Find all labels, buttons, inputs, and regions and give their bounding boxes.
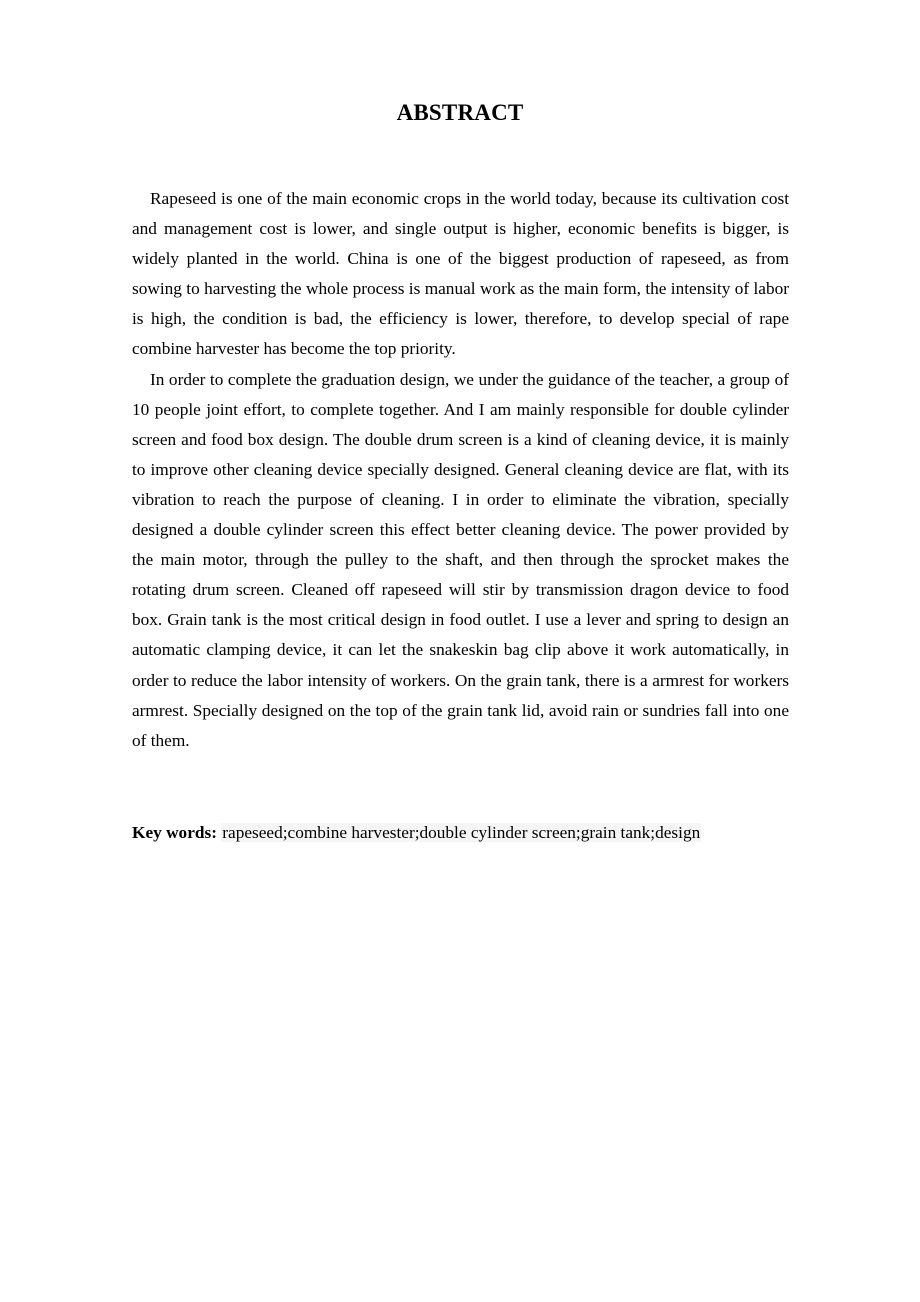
abstract-title: ABSTRACT	[396, 100, 524, 125]
abstract-paragraph-2: In order to complete the graduation design, we under the guidance of the teacher, a group of 10 people joint effort, to complete together. And I am mainly responsible for double cylinder screen and food box design. The double drum screen is a kind of cleaning device, it is mainly to improve other cleaning device specially designed. General cleaning device are flat, with its vibration to reach the purpose of cleaning. I in order to eliminate the vibration, specially designed a double cylinder screen this effect better cleaning device. The power provided by the main motor, through the pulley to the shaft, and then through the sprocket makes the rotating drum screen. Cleaned off rapeseed will stir by transmission dragon device to food box. Grain tank is the most critical design in food outlet. I use a lever and spring to design an automatic clamping device, it can let the snakeskin bag clip above it work automatically, in order to reduce the labor intensity of workers. On the grain tank, there is a armrest for workers armrest. Specially designed on the top of the grain tank lid, avoid rain or sundries fall into one of them.	[132, 369, 789, 750]
keywords-line	[132, 818, 789, 848]
keywords-label: Key words:	[132, 823, 217, 842]
abstract-paragraph-1: Rapeseed is one of the main economic crops in the world today, because its cultivation cost and management cost is lower, and single output is higher, economic benefits is bigger, is widely planted in the world. China is one of the biggest production of rapeseed, as from sowing to harvesting the whole process is manual work as the main form, the intensity of labor is high, the condition is bad, the efficiency is lower, therefore, to develop special of rape combine harvester has become the top priority.	[132, 189, 789, 359]
keywords-value: rapeseed;combine harvester;double cylinder screen;grain tank;design	[222, 823, 701, 842]
abstract-body	[132, 184, 789, 756]
